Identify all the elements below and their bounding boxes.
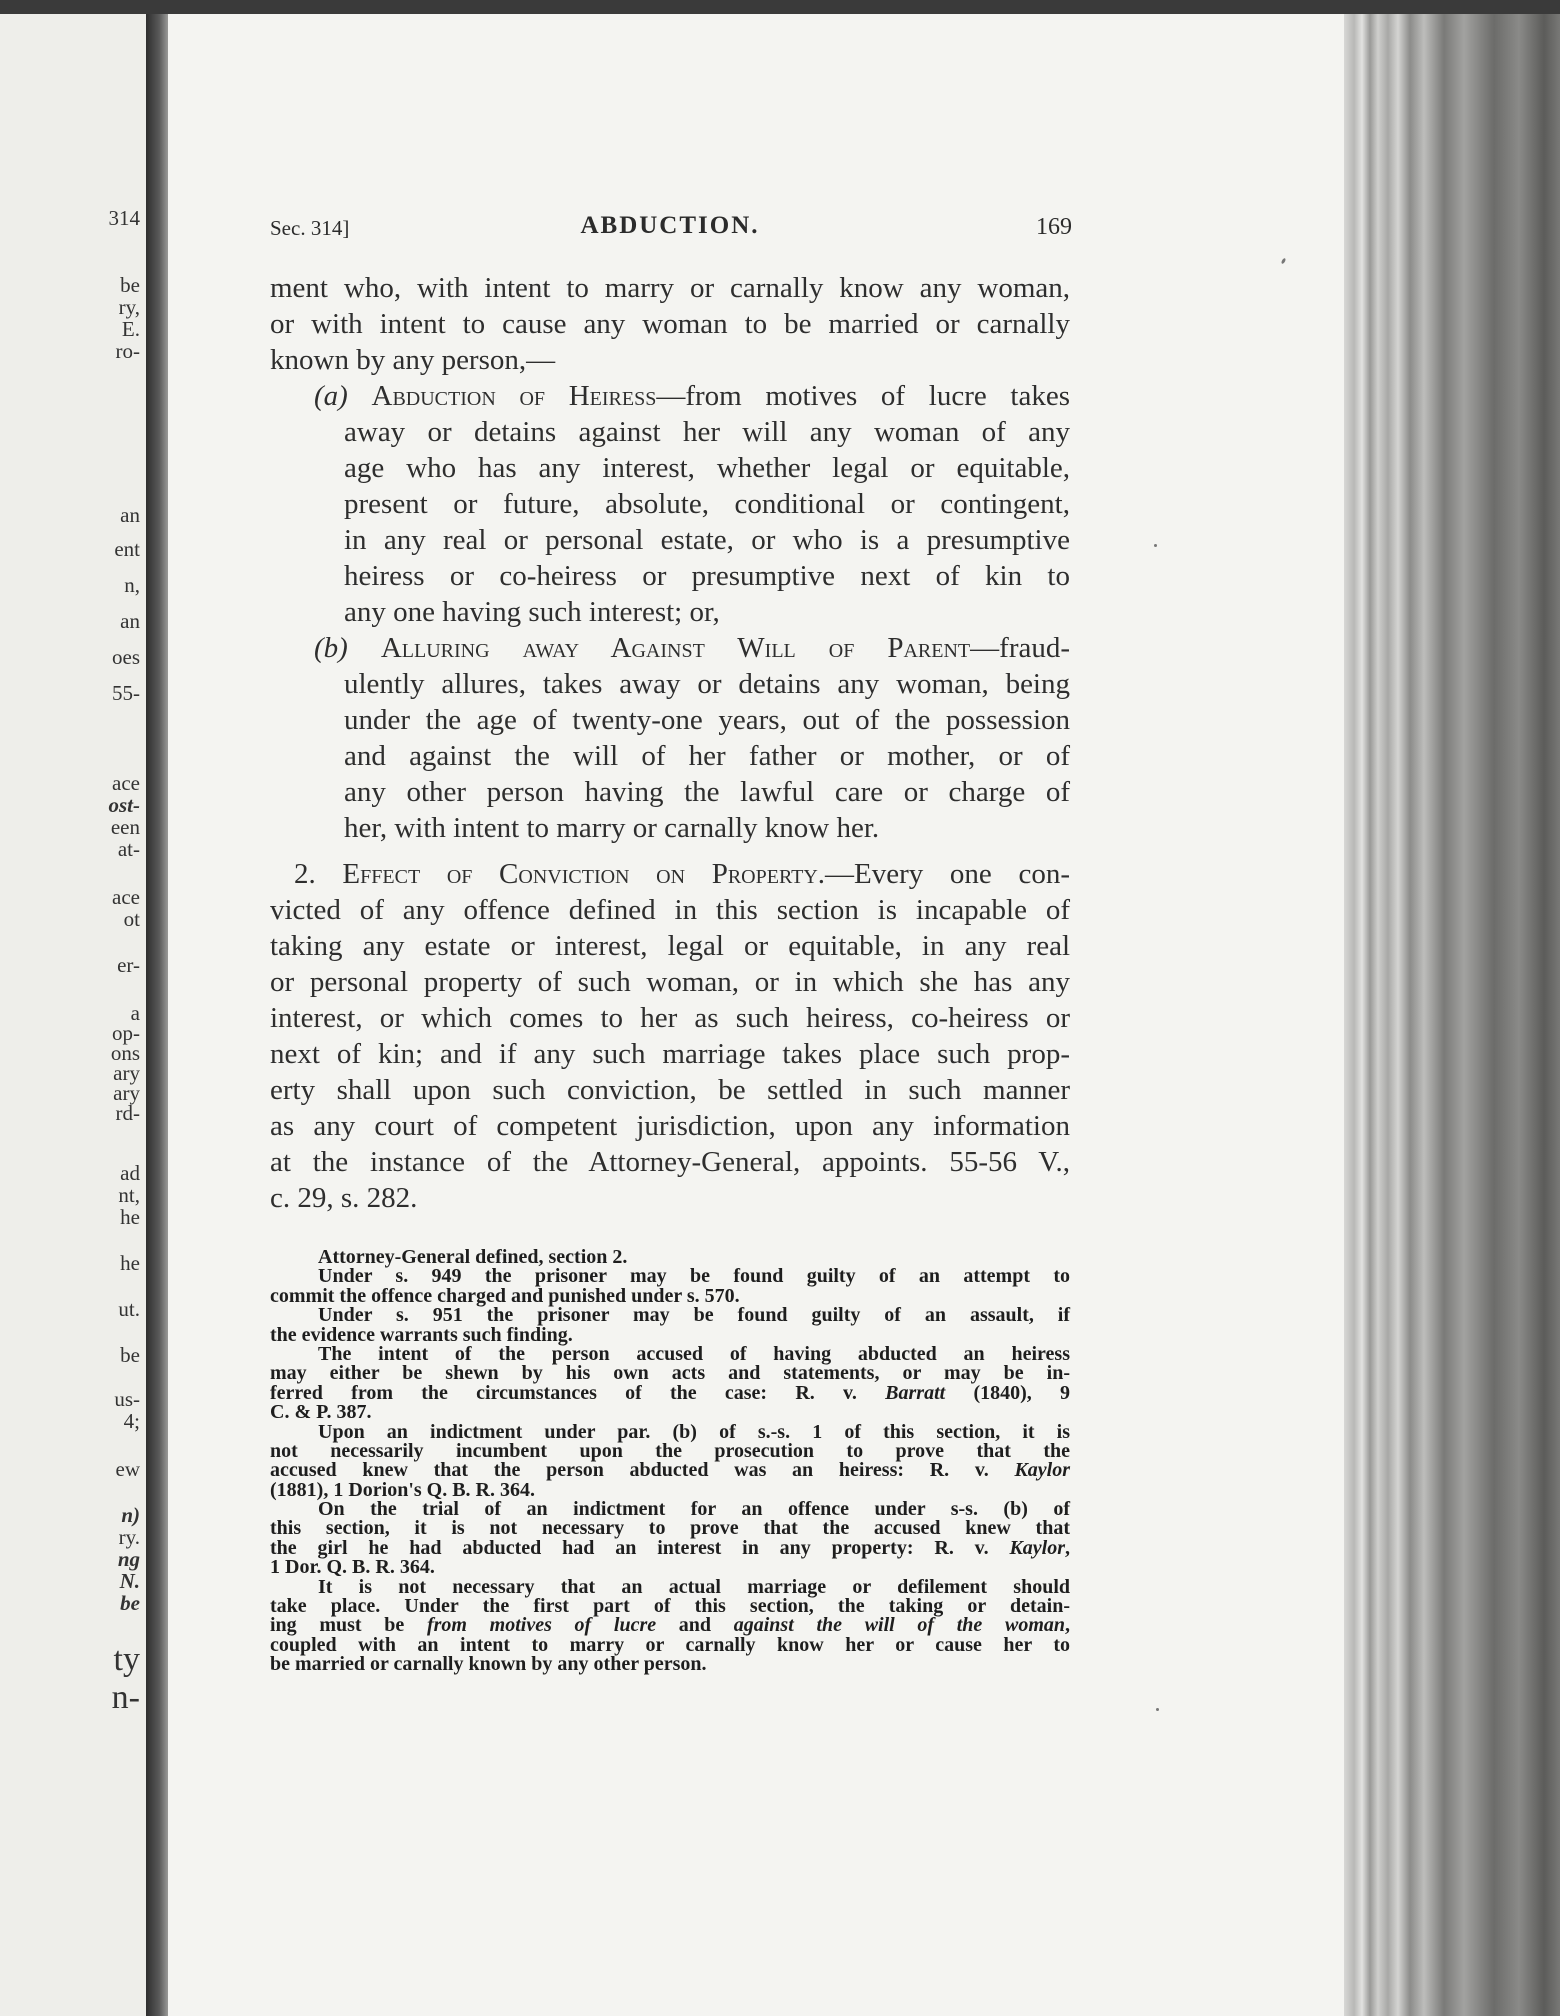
book-page-edges [1344, 14, 1560, 2016]
left-page-fragment: ry, [118, 295, 140, 319]
note-line: 1 Dor. Q. B. R. 364. [270, 1556, 435, 1579]
note-line: Under s. 949 the prisoner may be found guilty of an attempt to [318, 1265, 1070, 1288]
note-line: take place. Under the first part of this section, the taking or detain- [270, 1595, 1070, 1618]
text-line: c. 29, s. 282. [270, 1182, 418, 1214]
text-line: age who has any interest, whether legal or equitable, [344, 452, 1070, 484]
text-line: or with intent to cause any woman to be married or carnally [270, 308, 1070, 340]
left-page-fragment: 4; [123, 1409, 140, 1433]
note-line: commit the offence charged and punished under s. 570. [270, 1284, 740, 1307]
left-page-fragment: N. [119, 1569, 140, 1593]
note-line: Upon an indictment under par. (b) of s.-s. 1 of this section, it is [318, 1420, 1070, 1443]
left-page-fragment: he [120, 1205, 140, 1229]
note-line: the evidence warrants such finding. [270, 1323, 573, 1346]
text-line: as any court of competent jurisdiction, upon any information [270, 1110, 1070, 1142]
left-page-fragment: n, [124, 573, 140, 597]
note-line: On the trial of an indictment for an offence under s-s. (b) of [318, 1498, 1070, 1521]
text-line: heiress or co-heiress or presumptive next of kin to [344, 560, 1070, 592]
note-line: It is not necessary that an actual marriage or defilement should [318, 1575, 1070, 1598]
text-line: next of kin; and if any such marriage takes place such prop- [270, 1038, 1070, 1070]
text-line: present or future, absolute, conditional or contingent, [344, 488, 1070, 520]
text-line: under the age of twenty-one years, out of the possession [344, 704, 1070, 736]
left-facing-page [0, 14, 146, 2016]
left-page-fragment: n- [111, 1679, 140, 1716]
text-line: erty shall upon such conviction, be settled in such manner [270, 1074, 1070, 1106]
left-page-fragment: een [110, 815, 140, 839]
section-reference: Sec. 314] [270, 216, 350, 240]
left-page-fragment: op- [112, 1021, 140, 1045]
left-page-fragment: ng [117, 1547, 140, 1571]
book-gutter [146, 14, 168, 2016]
left-page-fragment: ary [113, 1081, 140, 1105]
text-line: ulently allures, takes away or detains any woman, being [344, 668, 1070, 700]
left-page-fragment: 55- [112, 681, 140, 705]
left-page-fragment: ry. [118, 1525, 140, 1549]
note-line: the girl he had abducted had an interest in any property: R. v. Kaylor, [270, 1536, 1070, 1559]
left-page-fragment: an [120, 503, 140, 527]
note-line: not necessarily incumbent upon the prosecution to prove that the [270, 1439, 1070, 1462]
left-page-fragment: oes [112, 645, 140, 669]
left-page-fragment: ons [110, 1041, 140, 1065]
left-page-fragment: ent [114, 537, 140, 561]
text-line: or personal property of such woman, or in which she has any [270, 966, 1070, 998]
left-page-fragment: ut. [118, 1297, 140, 1321]
note-line: Attorney-General defined, section 2. [318, 1246, 628, 1268]
left-page-fragment: ace [112, 771, 140, 795]
text-line: and against the will of her father or mother, or of [344, 740, 1070, 772]
left-page-fragment: rd- [115, 1101, 140, 1125]
note-line: accused knew that the person abducted was an heiress: R. v. Kaylor [270, 1459, 1070, 1482]
text-line: taking any estate or interest, legal or equitable, in any real [270, 930, 1070, 962]
text-line: any one having such interest; or, [344, 596, 720, 628]
note-line: this section, it is not necessary to prove that the accused knew that [270, 1517, 1070, 1540]
page-number: 169 [1036, 214, 1072, 240]
left-page-fragment: ost- [108, 793, 140, 817]
text-line: 2. Effect of Conviction on Property.—Every one con- [294, 858, 1070, 890]
note-line: ferred from the circumstances of the case: R. v. Barratt (1840), 9 [270, 1381, 1071, 1404]
text-line: victed of any offence defined in this section is incapable of [270, 894, 1070, 926]
note-line: The intent of the person accused of having abducted an heiress [318, 1342, 1070, 1365]
left-page-fragment: ary [113, 1061, 140, 1085]
left-page-fragment: n) [121, 1503, 140, 1527]
text-line: (a) Abduction of Heiress—from motives of lucre takes [314, 380, 1071, 412]
left-page-fragment: an [120, 609, 140, 633]
left-page-fragment: us- [114, 1387, 140, 1411]
text-line: her, with intent to marry or carnally know her. [344, 812, 880, 844]
text-line: any other person having the lawful care or charge of [344, 776, 1070, 808]
left-page-fragment: he [120, 1251, 140, 1275]
left-page-fragment: ew [115, 1457, 140, 1481]
text-line: in any real or personal estate, or who is a presumptive [344, 524, 1070, 556]
left-page-fragment: ty [113, 1641, 140, 1678]
left-page-fragment: ad [120, 1161, 140, 1185]
chapter-title: ABDUCTION. [580, 212, 760, 239]
statute-text [270, 270, 1070, 1216]
text-line: interest, or which comes to her as such heiress, co-heiress or [270, 1002, 1070, 1034]
left-page-fragment: ro- [115, 339, 140, 363]
note-line: may either be shewn by his own acts and statements, or may be in- [270, 1362, 1070, 1385]
left-page-fragment: E. [121, 317, 140, 341]
left-page-fragment: be [120, 1343, 140, 1367]
left-page-fragment: 314 [108, 206, 140, 230]
note-line: (1881), 1 Dorion's Q. B. R. 364. [270, 1478, 535, 1501]
left-page-fragment: a [130, 1001, 140, 1025]
text-line: at the instance of the Attorney-General, appoints. 55-56 V., [270, 1146, 1070, 1178]
left-page-fragment: be [120, 273, 140, 297]
left-page-fragment: ace [112, 885, 140, 909]
note-line: C. & P. 387. [270, 1401, 372, 1424]
text-line: ment who, with intent to marry or carnally know any woman, [270, 272, 1070, 304]
text-line: known by any person,— [270, 344, 556, 376]
left-page-fragment: at- [117, 837, 140, 861]
text-line: away or detains against her will any woman of any [344, 416, 1070, 448]
left-page-fragment: er- [117, 953, 140, 977]
text-line: (b) Alluring away Against Will of Parent—fraud- [314, 632, 1070, 664]
note-line: Under s. 951 the prisoner may be found guilty of an assault, if [318, 1304, 1070, 1327]
running-header [270, 212, 1070, 246]
left-page-fragment: be [120, 1591, 140, 1615]
note-line: ing must be from motives of lucre and against the will of the woman, [270, 1614, 1071, 1637]
annotation-notes [270, 1248, 1070, 1675]
note-line: be married or carnally known by any other person. [270, 1653, 707, 1676]
scan-top-edge [0, 0, 1560, 14]
left-page-fragment: nt, [118, 1183, 140, 1207]
left-page-fragment: ot [123, 907, 140, 931]
note-line: coupled with an intent to marry or carnally know her or cause her to [270, 1633, 1070, 1656]
